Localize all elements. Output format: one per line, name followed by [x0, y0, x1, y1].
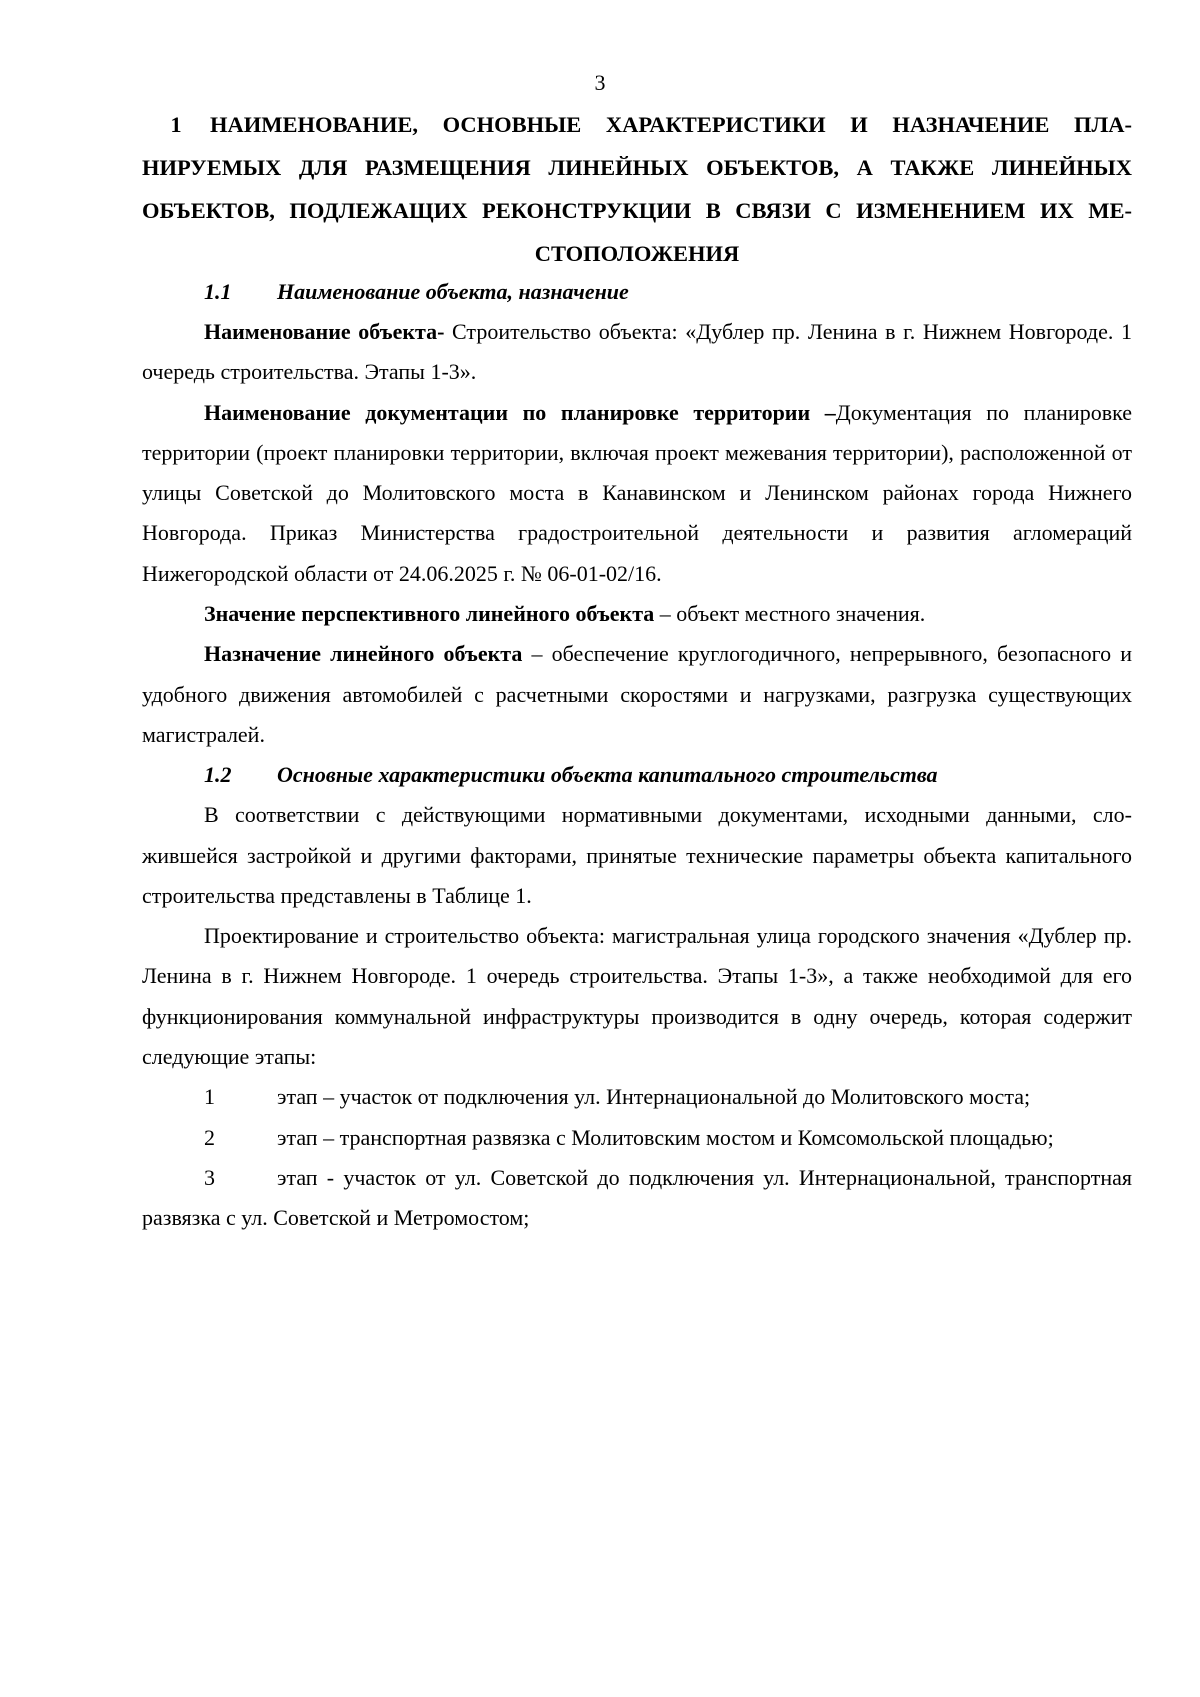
stage-text: этап – транспортная развязка с Молитовским мостом и Комсомольской площадью;	[277, 1124, 1054, 1150]
significance-label: Значение перспективного линейного объекта	[204, 601, 655, 627]
stage-number: 3	[204, 1164, 215, 1190]
section-1-heading	[142, 103, 1132, 275]
stage-number: 1	[204, 1084, 215, 1110]
object-name-label: Наименование объекта-	[204, 319, 445, 344]
tech-params-paragraph: В соответствии с действующими нормативными документами, исходными данными, сложившейся застройкой и другими факторами, принятые технические параметры объекта капитального строительства представлены в Таблице 1.	[142, 802, 1132, 908]
purpose-paragraph	[142, 634, 1132, 755]
significance-text: – объект местного значения.	[654, 601, 926, 627]
documentation-name-text: Документация по планировке территории (проект планировки территории, включая проект межевания территории), расположенной от улицы Советской до Молитовского моста в Канавинском и Ленинском районах города Нижнего Новгорода. Приказ Министерства градостроительной деятельности и развития агломераций Нижегородской области от 24.06.2025 г. № 06-01-02/16.	[142, 399, 1132, 586]
document-body	[142, 272, 1132, 1239]
documentation-name-paragraph	[142, 393, 1132, 594]
documentation-name-label: Наименование документации по планировке территории –	[204, 399, 836, 425]
stage-number: 2	[204, 1124, 215, 1150]
subsection-1-2-heading	[142, 755, 1132, 795]
subsection-1-1-heading	[142, 272, 1132, 312]
section-1-title: НАИМЕНОВАНИЕ, ОСНОВНЫЕ ХАРАКТЕРИСТИКИ И НАЗНАЧЕНИЕ ПЛАНИРУЕМЫХ ДЛЯ РАЗМЕЩЕНИЯ ЛИНЕЙНЫХ ОБЪЕКТОВ, А ТАКЖЕ ЛИНЕЙНЫХ ОБЪЕКТОВ, ПОДЛЕЖАЩИХ РЕКОНСТРУКЦИИ В СВЯЗИ С ИЗМЕНЕНИЕМ ИХ МЕСТОПОЛОЖЕНИЯ	[142, 112, 1132, 266]
stage-item-1	[142, 1077, 1132, 1117]
design-paragraph: Проектирование и строительство объекта: магистральная улица городского значения «Дублер пр. Ленина в г. Нижнем Новгороде. 1 очередь строительства. Этапы 1-3», а также необходимой для его функционирования коммунальной инфраструктуры производится в одну очередь, которая содержит следующие этапы:	[142, 923, 1132, 1070]
subsection-1-2-title: Основные характеристики объекта капитального строительства	[277, 762, 938, 788]
page-number: 3	[594, 70, 606, 95]
subsection-1-2-number: 1.2	[204, 762, 232, 788]
object-name-text: Строительство объекта: «Дублер пр. Ленина в г. Нижнем Новгороде. 1 очередь строительства. Этапы 1-3».	[142, 319, 1132, 385]
stage-text: этап - участок от ул. Советской до подключения ул. Интернациональной, транспортная развязка с ул. Советской и Метромостом;	[142, 1164, 1132, 1231]
object-name-paragraph	[142, 312, 1132, 393]
stage-item-3	[142, 1158, 1132, 1239]
purpose-text: – обеспечение круглогодичного, непрерывного, безопасного и удобного движения автомобилей с расчетными скоростями и нагрузками, разгрузка существующих магистралей.	[142, 641, 1132, 747]
section-1-number: 1	[170, 112, 182, 137]
purpose-label: Назначение линейного объекта	[204, 641, 523, 667]
significance-paragraph	[142, 594, 1132, 634]
subsection-1-1-title: Наименование объекта, назначение	[277, 279, 629, 304]
stage-item-2	[142, 1118, 1132, 1158]
subsection-1-1-number: 1.1	[204, 279, 232, 304]
stage-text: этап – участок от подключения ул. Интернациональной до Молитовского моста;	[277, 1084, 1031, 1110]
